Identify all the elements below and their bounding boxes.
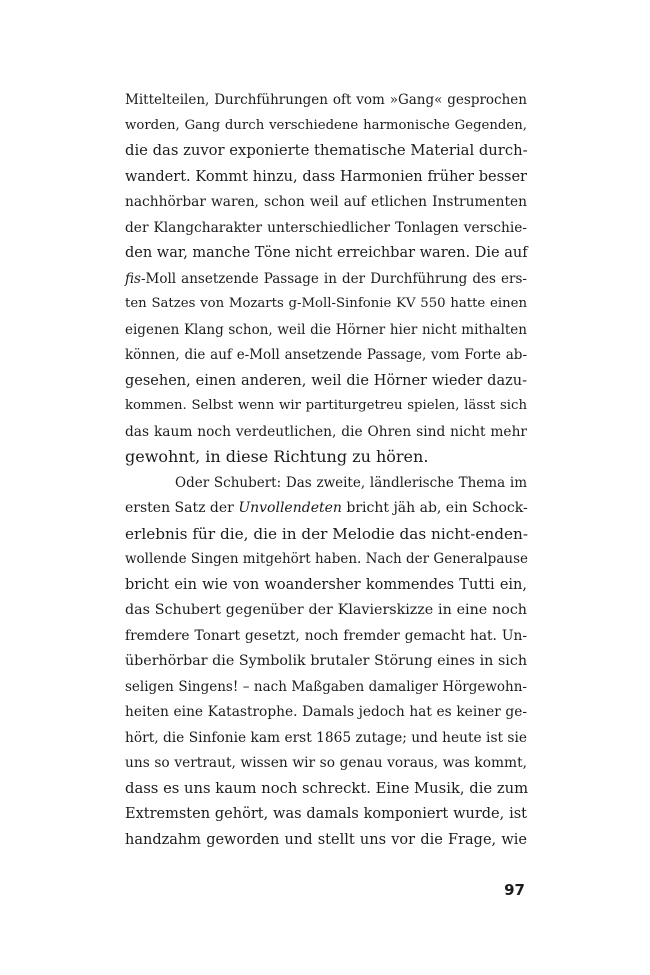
- text-line: [125, 291, 527, 317]
- text-line: [125, 521, 527, 547]
- text-line: [125, 572, 527, 598]
- text-line: [125, 725, 527, 751]
- text-line: [125, 648, 527, 674]
- text-line: [125, 113, 527, 139]
- text-line: [125, 240, 527, 266]
- text-segment: das Schubert gegenüber der Klavierskizze in eine noch: [125, 602, 527, 618]
- page-number: 97: [504, 881, 525, 899]
- text-segment: worden, Gang durch verschiedene harmonische Gegenden,: [125, 117, 527, 133]
- text-line: [125, 189, 527, 215]
- text-line: [125, 750, 527, 776]
- text-segment: den war, manche Töne nicht erreichbar waren. Die auf: [125, 245, 528, 261]
- text-segment: können, die auf e-Moll ansetzende Passage, vom Forte ab-: [125, 347, 527, 363]
- text-segment: wandert. Kommt hinzu, dass Harmonien früher besser: [125, 168, 527, 185]
- text-line: [125, 138, 527, 164]
- text-line: [125, 827, 527, 853]
- text-segment: Mittelteilen, Durchführungen oft vom »Gang« gesprochen: [125, 92, 527, 108]
- text-line: [125, 87, 527, 113]
- text-segment: hört, die Sinfonie kam erst 1865 zutage; und heute ist sie: [125, 729, 527, 746]
- text-line: [125, 495, 527, 521]
- text-line: [125, 393, 527, 419]
- text-segment: nachhörbar waren, schon weil auf etlichen Instrumenten: [125, 194, 527, 210]
- text-segment: Oder Schubert: Das zweite, ländlerische Thema im: [175, 474, 527, 491]
- text-line: [125, 342, 527, 368]
- text-line: [125, 266, 527, 292]
- text-line: [125, 444, 527, 470]
- text-line: [125, 368, 527, 394]
- italic-text: fis: [125, 270, 141, 287]
- text-segment: die das zuvor exponierte thematische Material durch-: [125, 142, 528, 159]
- text-segment: -Moll ansetzende Passage in der Durchführung des ers-: [140, 270, 527, 287]
- text-segment: überhörbar die Symbolik brutaler Störung eines in sich: [125, 653, 527, 669]
- text-segment: bricht ein wie von woandersher kommendes Tutti ein,: [125, 576, 527, 593]
- text-line: [125, 546, 527, 572]
- text-segment: seligen Singens! – nach Maßgaben damaliger Hörgewohn-: [125, 678, 527, 695]
- text-segment: erlebnis für die, die in der Melodie das nicht-enden-: [125, 524, 528, 543]
- text-line: [125, 623, 527, 649]
- text-segment: handzahm geworden und stellt uns vor die Frage, wie: [125, 831, 527, 848]
- text-line: [125, 699, 527, 725]
- text-line: [125, 164, 527, 190]
- text-line: [125, 776, 527, 802]
- text-line: [125, 215, 527, 241]
- text-segment: bricht jäh ab, ein Schock-: [341, 500, 528, 516]
- text-line: [125, 419, 527, 445]
- text-segment: eigenen Klang schon, weil die Hörner hier nicht mithalten: [125, 321, 527, 338]
- text-segment: kommen. Selbst wenn wir partiturgetreu spielen, lässt sich: [125, 398, 527, 413]
- text-segment: der Klangcharakter unterschiedlicher Tonlagen verschie-: [125, 219, 527, 236]
- text-line: [125, 470, 527, 496]
- text-segment: ten Satzes von Mozarts g-Moll-Sinfonie KV 550 hatte einen: [125, 296, 527, 311]
- text-segment: gesehen, einen anderen, weil die Hörner wieder dazu-: [125, 372, 527, 389]
- text-segment: dass es uns kaum noch schreckt. Eine Musik, die zum: [125, 779, 529, 797]
- text-segment: das kaum noch verdeutlichen, die Ohren sind nicht mehr: [125, 423, 527, 440]
- text-segment: wollende Singen mitgehört haben. Nach der Generalpause: [125, 551, 528, 567]
- text-segment: uns so vertraut, wissen wir so genau voraus, was kommt,: [125, 755, 527, 771]
- text-segment: heiten eine Katastrophe. Damals jedoch hat es keiner ge-: [125, 704, 527, 720]
- text-segment: gewohnt, in diese Richtung zu hören.: [125, 447, 429, 466]
- text-line: [125, 597, 527, 623]
- text-line: [125, 674, 527, 700]
- text-segment: fremdere Tonart gesetzt, noch fremder gemacht hat. Un-: [125, 627, 527, 644]
- text-segment: Extremsten gehört, was damals komponiert wurde, ist: [125, 806, 527, 822]
- text-segment: ersten Satz der: [125, 500, 239, 516]
- text-line: [125, 317, 527, 343]
- text-line: [125, 801, 527, 827]
- italic-text: Unvollendeten: [238, 500, 342, 516]
